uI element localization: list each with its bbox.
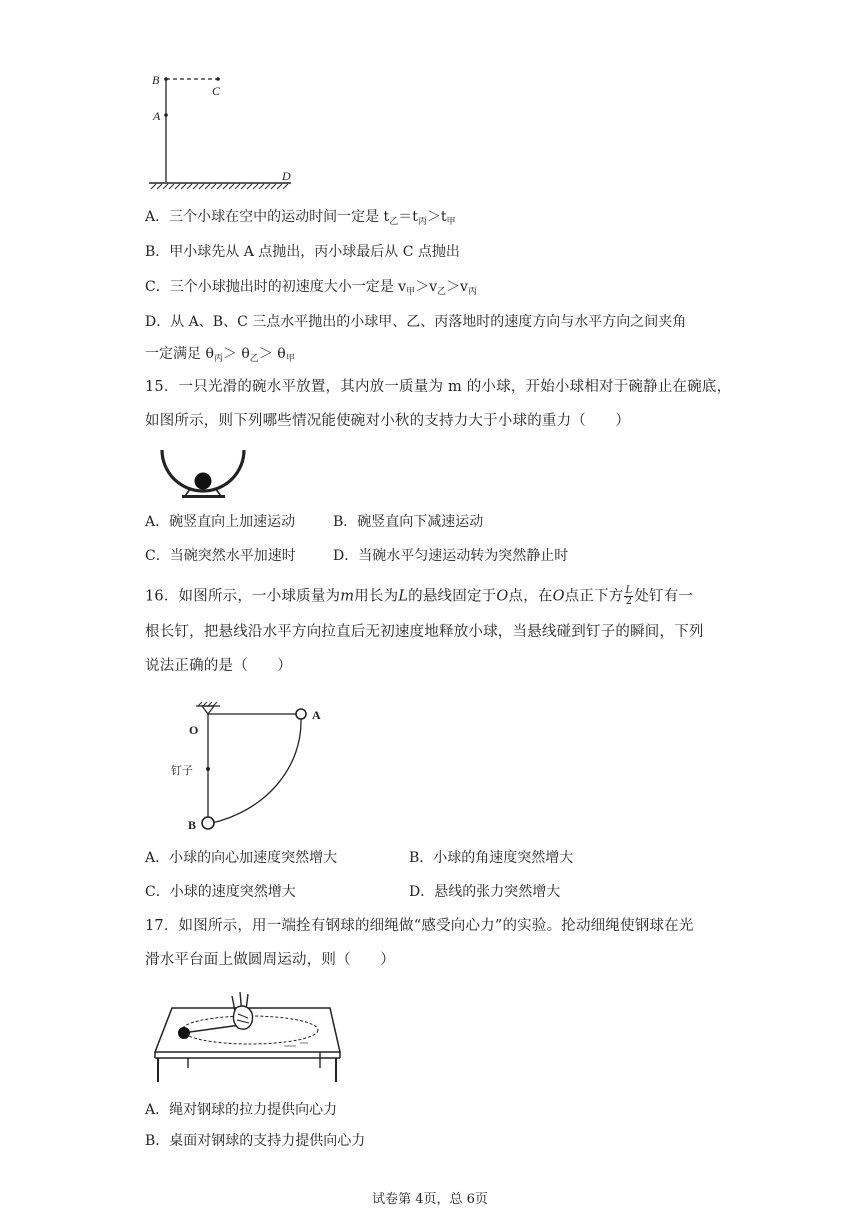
q16-option-d: D．悬线的张力突然增大 (409, 884, 561, 900)
figure-table-circular-motion (150, 990, 350, 1085)
figure-pendulum-nail (168, 700, 338, 835)
q17-option-a: A．绳对钢球的拉力提供向心力 (145, 1102, 338, 1118)
q15-stem-line2: 如图所示，则下列哪些情况能使碗对小秋的支持力大于小球的重力（ ） (145, 413, 631, 429)
fig-label-d: D (282, 169, 291, 183)
fraction-l-over-2: $\frac{L}{2}$ (625, 585, 633, 607)
q16-option-c: C．小球的速度突然增大 (145, 884, 296, 900)
q14-option-d-line1: D．从 A、B、C 三点水平抛出的小球甲、乙、丙落地时的速度方向与水平方向之间夹角 (145, 314, 687, 330)
q14-option-c: C．三个小球抛出时的初速度大小一定是 $v_甲>v_乙>v_丙$ (145, 279, 477, 297)
q15-stem-line1: 15．一只光滑的碗水平放置，其内放一质量为 m 的小球，开始小球相对于碗静止在碗底， (145, 379, 732, 395)
q14-option-a: A．三个小球在空中的运动时间一定是 $t_乙=t_丙>t_甲$ (145, 209, 456, 227)
fig-label-a: A (312, 708, 321, 722)
fig-label-b: B (188, 818, 197, 832)
q15-option-a: A．碗竖直向上加速运动 (145, 514, 296, 530)
page-footer: 试卷第 4页，总 6页 (372, 1192, 488, 1207)
fig-label-nail: 钉子 (171, 764, 193, 777)
figure-bowl-ball (158, 448, 250, 500)
q17-stem-line1: 17．如图所示，用一端拴有钢球的细绳做“感受向心力”的实验。抡动细绳使钢球在光 (145, 918, 694, 934)
q15-option-b: B．碗竖直向下减速运动 (333, 514, 484, 530)
fig-label-o: O (189, 723, 199, 737)
q16-option-b: B．小球的角速度突然增大 (409, 850, 574, 866)
q15-option-d: D．当碗水平匀速运动转为突然静止时 (333, 548, 569, 564)
q16-stem-line1: 16．如图所示，一小球质量为m用长为L的悬线固定于O点，在O点正下方 $\frac{L}{2}$ 处钉有一 (145, 585, 694, 607)
q16-stem-line3: 说法正确的是（ ） (145, 658, 292, 674)
q15-option-c: C．当碗突然水平加速时 (145, 548, 296, 564)
fig-label-b: B (152, 73, 160, 87)
q17-option-b: B．桌面对钢球的支持力提供向心力 (145, 1133, 366, 1149)
fig-label-c: C (212, 84, 221, 98)
q14-option-d-line2: 一定满足 $\theta_丙> \theta_乙> \theta_甲$ (145, 346, 295, 364)
q17-stem-line2: 滑水平台面上做圆周运动，则（ ） (145, 952, 395, 968)
q16-stem-line2: 根长钉，把悬线沿水平方向拉直后无初速度地释放小球，当悬线碰到钉子的瞬间，下列 (145, 624, 704, 640)
fig-label-a: A (153, 109, 161, 123)
q14-option-b: B．甲小球先从 A 点抛出，丙小球最后从 C 点抛出 (145, 244, 460, 260)
q16-option-a: A．小球的向心加速度突然增大 (145, 850, 338, 866)
figure-projectile-points (145, 70, 305, 192)
